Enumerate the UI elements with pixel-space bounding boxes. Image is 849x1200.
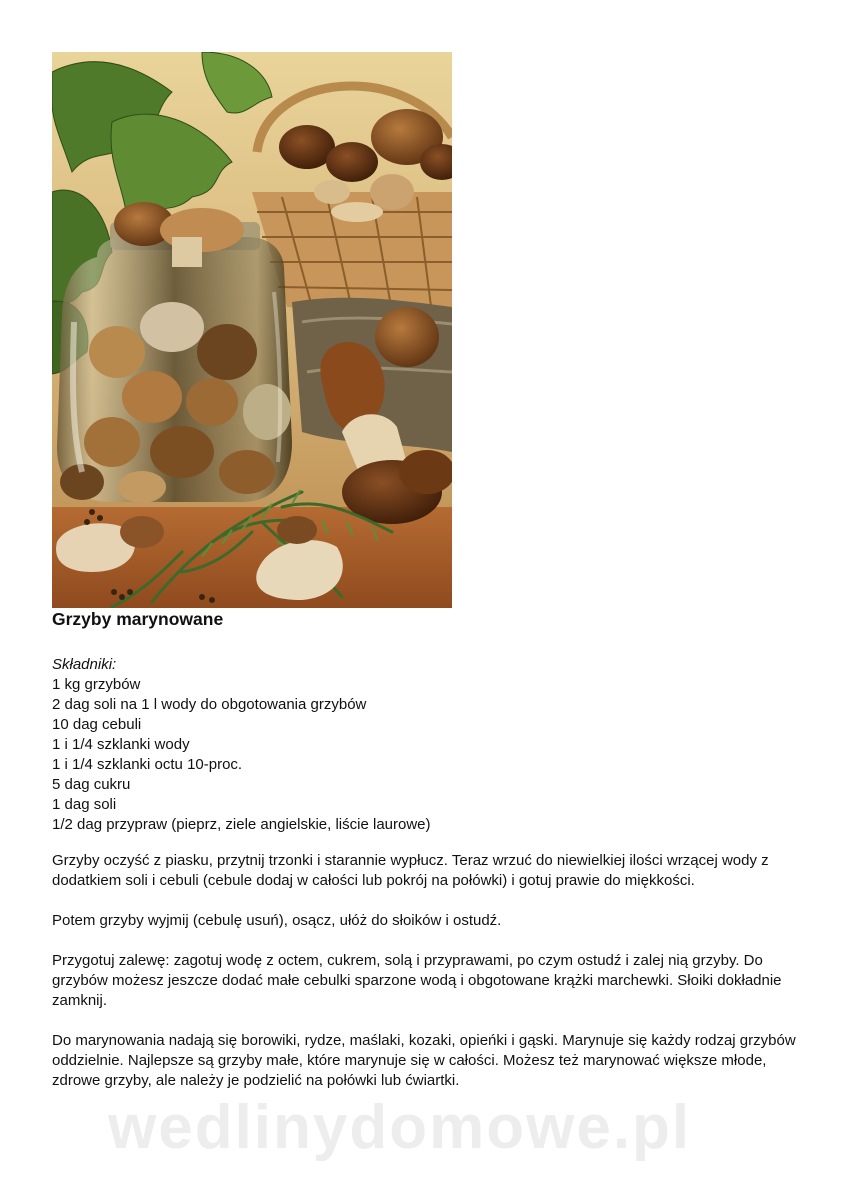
mushroom-jar-illustration [52,52,452,608]
step-paragraph: Potem grzyby wyjmij (cebulę usuń), osącz, ułóż do słoików i ostudź. [52,912,502,929]
step-paragraph: Grzyby oczyść z piasku, przytnij trzonki i starannie wypłucz. Teraz wrzuć do niewielkiej ilości wrzącej wody z dodatkiem soli i cebuli (cebule dodaj w całości lub pokrój na połówki) i gotuj prawie do miękkości. [52,852,769,889]
ingredient-item: 2 dag soli na 1 l wody do obgotowania grzybów [52,696,367,713]
ingredient-item: 10 dag cebuli [52,716,142,733]
ingredient-item: 5 dag cukru [52,776,131,793]
ingredient-item: 1 dag soli [52,796,117,813]
ingredients-list [52,675,431,835]
step-paragraph: Do marynowania nadają się borowiki, rydze, maślaki, kozaki, opieńki i gąski. Marynuje się każdy rodzaj grzybów oddzielnie. Najlepsze są grzyby małe, które marynuje się w całości. Możesz też marynować większe młode, zdrowe grzyby, ale należy je podzielić na połówki lub ćwiartki. [52,1032,796,1089]
ingredient-item: 1 i 1/4 szklanki wody [52,736,190,753]
step-paragraph: Przygotuj zalewę: zagotuj wodę z octem, cukrem, solą i przyprawami, po czym ostudź i zalej nią grzyby. Do grzybów możesz jeszcze dodać małe cebulki sparzone wodą i obgotowane krążki marchewki. Słoiki dokładnie zamknij. [52,952,782,1009]
ingredients-section [52,655,431,835]
ingredient-item: 1 kg grzybów [52,676,141,693]
ingredient-item: 1/2 dag przypraw (pieprz, ziele angielskie, liście laurowe) [52,816,431,833]
ingredients-label: Składniki: [52,656,117,673]
mushroom-jar-photo [52,52,452,608]
site-watermark: wedlinydomowe.pl [108,1093,692,1162]
preparation-steps [52,851,812,1111]
ingredient-item: 1 i 1/4 szklanki octu 10-proc. [52,756,243,773]
recipe-title: Grzyby marynowane [52,609,224,629]
